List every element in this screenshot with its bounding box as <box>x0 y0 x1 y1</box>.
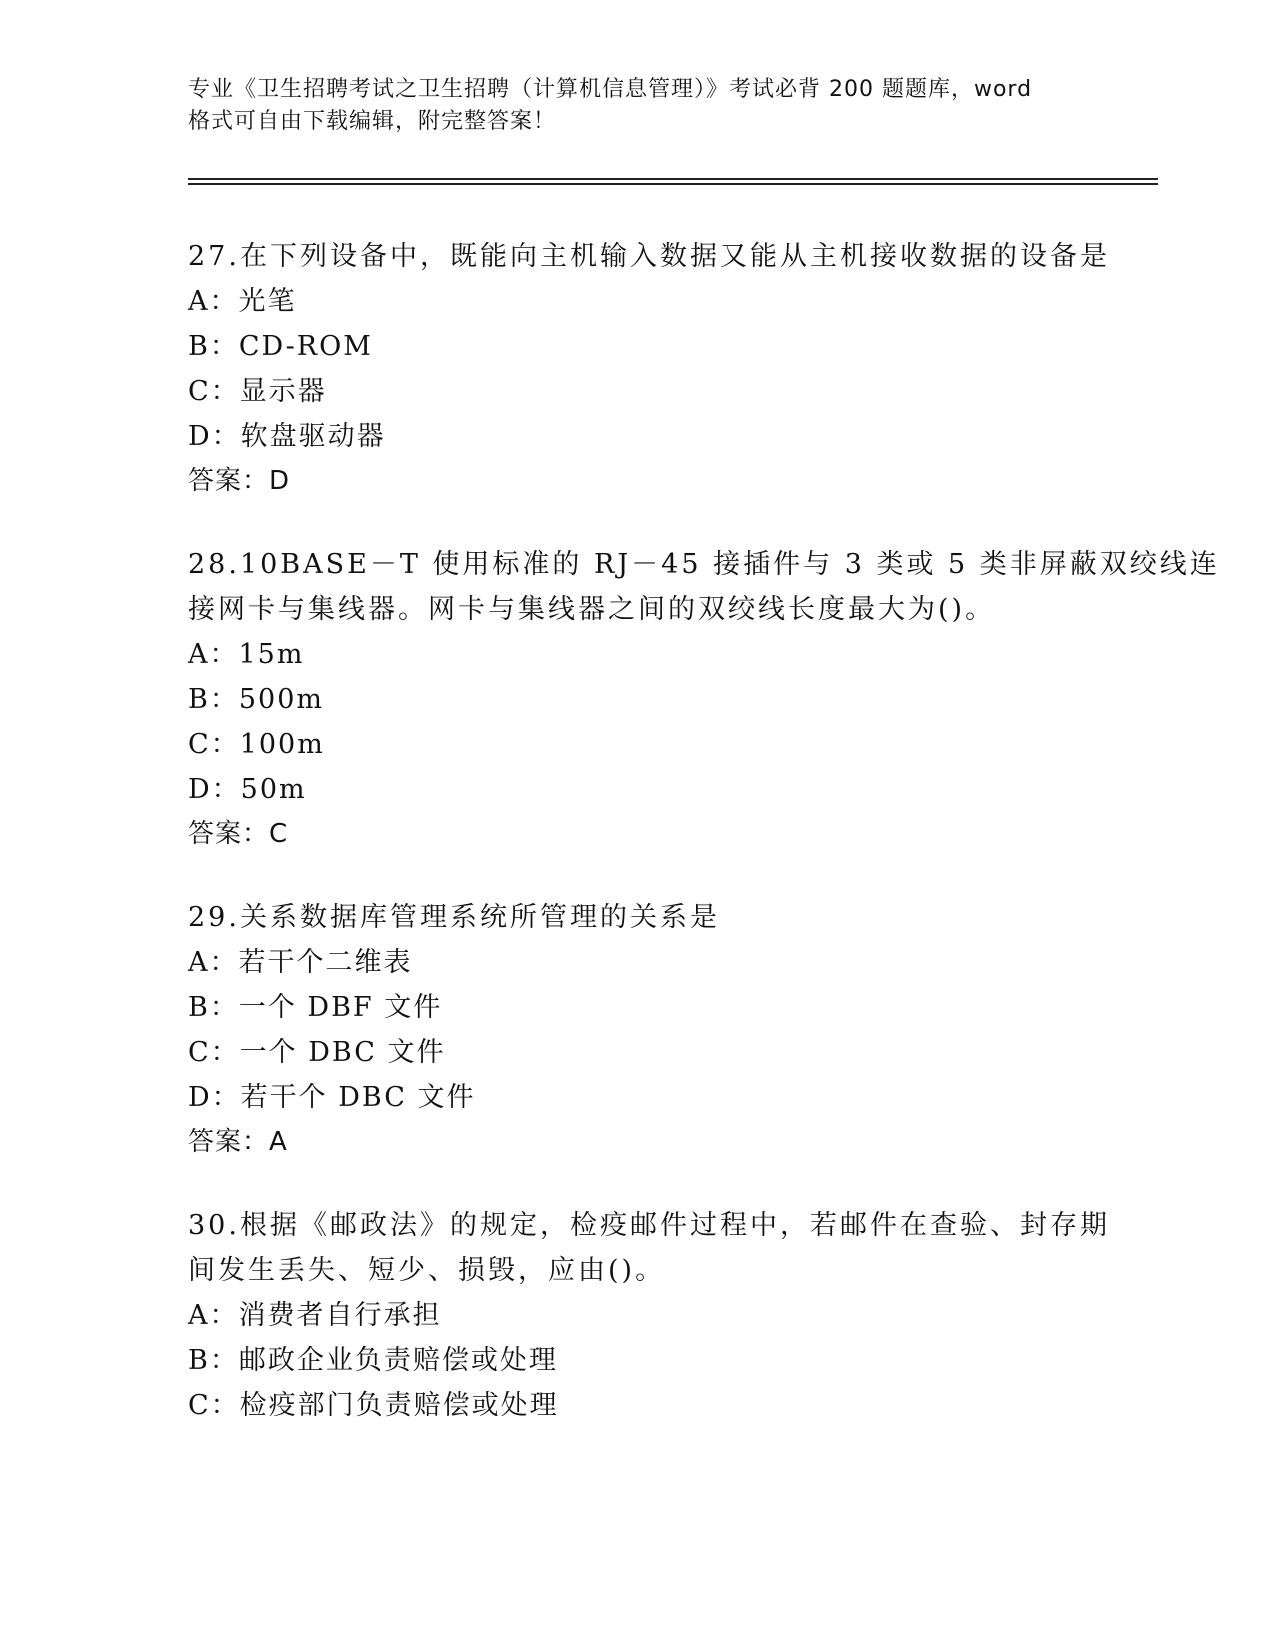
option-key: A： <box>188 639 239 670</box>
question-stem <box>188 234 1110 279</box>
question-stem <box>188 895 1088 940</box>
option-key: C： <box>188 376 240 407</box>
option-d <box>188 1075 1088 1120</box>
question-stem-line: 间发生丢失、短少、损毁，应由()。 <box>188 1255 666 1286</box>
option-key: C： <box>188 1037 240 1068</box>
option-b <box>188 985 1088 1030</box>
header-line-2: 格式可自由下载编辑，附完整答案！ <box>188 109 557 134</box>
option-text: 一个 DBF 文件 <box>238 992 443 1023</box>
option-text: 显示器 <box>239 376 327 407</box>
option-text: 光笔 <box>238 286 297 317</box>
option-text: 50m <box>240 774 307 805</box>
option-text: 消费者自行承担 <box>238 1300 442 1331</box>
option-text: 若干个 DBC 文件 <box>240 1082 476 1113</box>
option-text: 若干个二维表 <box>238 947 413 978</box>
option-text: 100m <box>239 729 325 760</box>
option-key: B： <box>188 331 239 362</box>
document-header <box>188 74 1088 138</box>
question-27 <box>188 234 1110 504</box>
question-29 <box>188 895 1088 1165</box>
option-a <box>188 1293 1088 1338</box>
option-key: A： <box>188 947 239 978</box>
question-28 <box>188 542 1220 857</box>
option-key: D： <box>188 774 241 805</box>
option-c <box>188 1030 1088 1075</box>
option-key: C： <box>188 1390 240 1421</box>
option-c <box>188 369 1088 414</box>
option-text: CD-ROM <box>238 331 373 362</box>
option-c <box>188 1383 1088 1428</box>
option-a <box>188 940 1088 985</box>
option-a <box>188 632 1088 677</box>
question-30 <box>188 1203 1110 1428</box>
option-d <box>188 767 1088 812</box>
option-text: 一个 DBC 文件 <box>239 1037 446 1068</box>
question-stem-line: 28.10BASE－T 使用标准的 RJ－45 接插件与 3 类或 5 类非屏蔽双绞线连 <box>188 549 1220 580</box>
option-key: B： <box>188 992 239 1023</box>
option-text: 检疫部门负责赔偿或处理 <box>239 1390 559 1421</box>
option-key: D： <box>188 421 241 452</box>
option-b <box>188 677 1088 722</box>
option-text: 15m <box>238 639 305 670</box>
option-key: B： <box>188 1345 239 1376</box>
option-text: 软盘驱动器 <box>240 421 386 452</box>
option-key: A： <box>188 286 239 317</box>
question-stem-line: 30.根据《邮政法》的规定，检疫邮件过程中，若邮件在查验、封存期 <box>188 1210 1110 1241</box>
answer-line: 答案：D <box>188 466 291 496</box>
option-text: 500m <box>238 684 324 715</box>
question-stem-line: 27.在下列设备中，既能向主机输入数据又能从主机接收数据的设备是 <box>188 241 1110 272</box>
option-key: D： <box>188 1082 241 1113</box>
header-line-1: 专业《卫生招聘考试之卫生招聘（计算机信息管理）》考试必背 200 题题库，word <box>188 77 1033 102</box>
option-key: B： <box>188 684 239 715</box>
header-divider-top <box>188 178 1158 180</box>
question-stem-line: 29.关系数据库管理系统所管理的关系是 <box>188 902 720 933</box>
option-c <box>188 722 1088 767</box>
header-divider-bottom <box>188 183 1158 185</box>
option-text: 邮政企业负责赔偿或处理 <box>238 1345 558 1376</box>
option-a <box>188 279 1088 324</box>
option-key: C： <box>188 729 240 760</box>
question-stem <box>188 542 1220 632</box>
option-b <box>188 324 1088 369</box>
answer-line: 答案：A <box>188 1127 288 1157</box>
option-key: A： <box>188 1300 239 1331</box>
question-stem <box>188 1203 1110 1293</box>
answer-line: 答案：C <box>188 819 289 849</box>
option-d <box>188 414 1088 459</box>
question-list <box>188 234 1220 1466</box>
question-stem-line: 接网卡与集线器。网卡与集线器之间的双绞线长度最大为()。 <box>188 594 996 625</box>
option-b <box>188 1338 1088 1383</box>
